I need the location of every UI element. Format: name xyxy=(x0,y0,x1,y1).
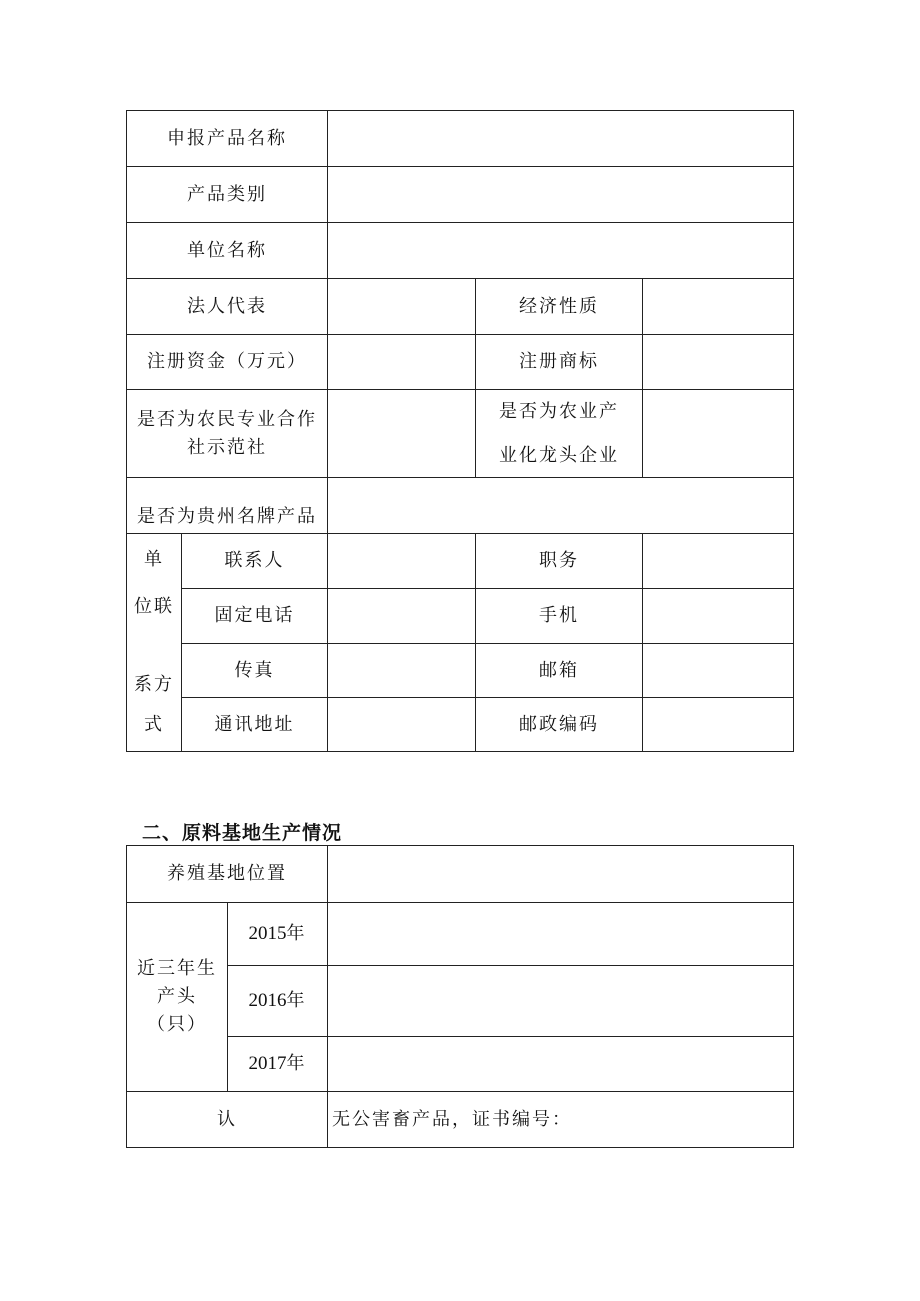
position-field[interactable] xyxy=(642,533,794,589)
base-location-label: 养殖基地位置 xyxy=(126,845,328,903)
brand-field[interactable] xyxy=(327,477,794,534)
mobile-label: 手机 xyxy=(475,588,643,644)
brand-label: 是否为贵州名牌产品 xyxy=(126,477,328,534)
year-suffix: 年 xyxy=(286,990,307,1011)
product-name-label: 申报产品名称 xyxy=(126,110,328,167)
legal-rep-label: 法人代表 xyxy=(126,278,328,335)
address-field[interactable] xyxy=(327,697,476,752)
postcode-label: 邮政编码 xyxy=(475,697,643,752)
certification-field[interactable]: 无公害畜产品，证书编号： xyxy=(327,1091,794,1148)
three-year-label-line2: 产头 xyxy=(157,986,197,1007)
registered-trademark-label: 注册商标 xyxy=(475,334,643,390)
legal-rep-field[interactable] xyxy=(327,278,476,335)
coop-label-line1: 是否为农民专业合作 xyxy=(137,408,317,430)
phone-label: 固定电话 xyxy=(181,588,328,644)
year-2016-label xyxy=(227,965,328,1037)
coop-label xyxy=(126,389,328,478)
fax-field[interactable] xyxy=(327,643,476,698)
fax-label: 传真 xyxy=(181,643,328,698)
year-2017-field[interactable] xyxy=(327,1036,794,1092)
year-number: 2016 xyxy=(248,990,287,1011)
unit-name-label: 单位名称 xyxy=(126,222,328,279)
economic-nature-field[interactable] xyxy=(642,278,794,335)
three-year-label xyxy=(126,902,228,1092)
contact-group-line3: 系方 xyxy=(134,674,174,695)
unit-name-field[interactable] xyxy=(327,222,794,279)
dragon-head-field[interactable] xyxy=(642,389,794,478)
contact-group-line2: 位联 xyxy=(134,596,174,617)
base-location-field[interactable] xyxy=(327,845,794,903)
registered-trademark-field[interactable] xyxy=(642,334,794,390)
phone-field[interactable] xyxy=(327,588,476,644)
certification-label: 认 xyxy=(126,1091,328,1148)
contact-person-field[interactable] xyxy=(327,533,476,589)
contact-group-line4: 式 xyxy=(144,714,164,735)
dragon-label-line1: 是否为农业产 xyxy=(499,400,619,422)
address-label: 通讯地址 xyxy=(181,697,328,752)
year-suffix: 年 xyxy=(286,923,307,944)
section-title: 二、原料基地生产情况 xyxy=(142,822,343,844)
economic-nature-label: 经济性质 xyxy=(475,278,643,335)
product-name-field[interactable] xyxy=(327,110,794,167)
coop-field[interactable] xyxy=(327,389,476,478)
contact-group-label xyxy=(126,533,182,752)
contact-group-line1: 单 xyxy=(144,549,164,570)
year-suffix: 年 xyxy=(286,1053,307,1074)
year-number: 2015 xyxy=(248,923,287,944)
position-label: 职务 xyxy=(475,533,643,589)
product-category-field[interactable] xyxy=(327,166,794,223)
registered-capital-field[interactable] xyxy=(327,334,476,390)
year-2015-field[interactable] xyxy=(327,902,794,966)
three-year-label-line1: 近三年生 xyxy=(137,958,217,979)
year-2015-label xyxy=(227,902,328,966)
year-2017-label xyxy=(227,1036,328,1092)
postcode-field[interactable] xyxy=(642,697,794,752)
three-year-label-line3: （只） xyxy=(147,1014,207,1035)
dragon-head-label xyxy=(475,389,643,478)
year-number: 2017 xyxy=(248,1053,287,1074)
email-label: 邮箱 xyxy=(475,643,643,698)
contact-person-label: 联系人 xyxy=(181,533,328,589)
registered-capital-label: 注册资金（万元） xyxy=(126,334,328,390)
coop-label-line2: 社示范社 xyxy=(187,436,267,458)
email-field[interactable] xyxy=(642,643,794,698)
mobile-field[interactable] xyxy=(642,588,794,644)
year-2016-field[interactable] xyxy=(327,965,794,1037)
product-category-label: 产品类别 xyxy=(126,166,328,223)
dragon-label-line2: 业化龙头企业 xyxy=(499,444,619,466)
